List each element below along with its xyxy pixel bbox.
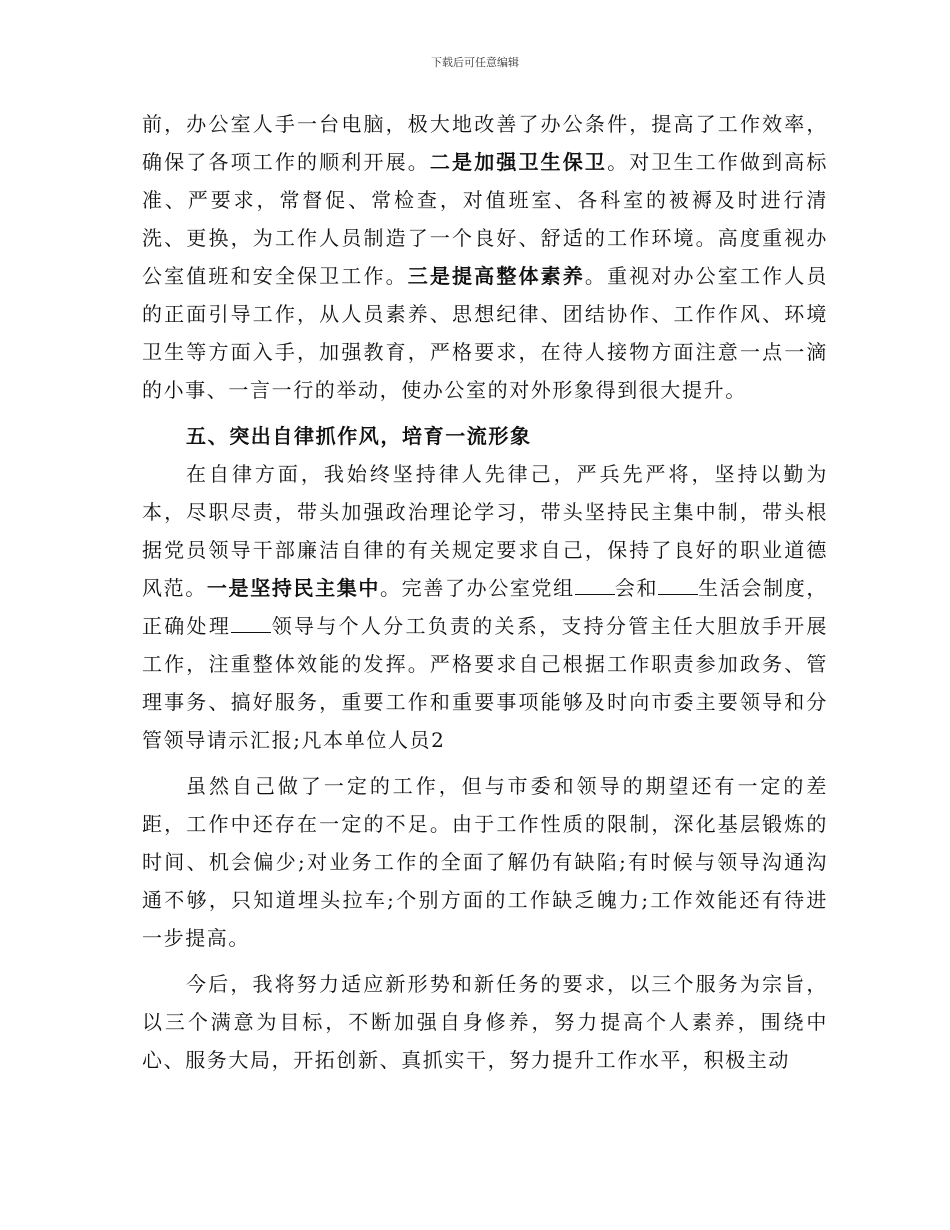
paragraph-self-discipline <box>142 455 828 759</box>
paragraph-text: 会和 <box>614 576 659 600</box>
document-body <box>142 105 828 1079</box>
paragraph-future-plans: 今后，我将努力适应新形势和新任务的要求，以三个服务为宗旨，以三个满意为目标，不断加强自身修养，努力提高个人素养，围绕中心、服务大局，开拓创新、真抓实干，努力提升工作水平，积极主动 <box>142 972 828 1072</box>
blank-underline <box>658 576 698 595</box>
paragraph-text: 。完善了办公室党组 <box>380 576 575 600</box>
paragraph-office-conditions <box>142 105 828 409</box>
blank-underline <box>575 576 615 595</box>
paragraph-text: 领导与个人分工负责的关系，支持分管主任大胆放手开展工作，注重整体效能的发挥。严格要求自己根据工作职责参加政务、管理事务、搞好服务，重要工作和重要事项能够及时向市委主要领导和分管领导请示汇报;凡本单位人员2 <box>142 614 828 752</box>
blank-underline <box>231 614 271 633</box>
paragraph-text: 。对卫生工作做到高标准、严要求，常督促、常检查，对值班室、各科室的被褥及时进行清洗、更换，为工作人员制造了一个良好、舒适的工作环境。高度重视办公室值班和安全保卫工作。 <box>142 150 828 288</box>
paragraph-shortcomings: 虽然自己做了一定的工作，但与市委和领导的期望还有一定的差距，工作中还存在一定的不足。由于工作性质的限制，深化基层锻炼的时间、机会偏少;对业务工作的全面了解仍有缺陷;有时候与领导沟通沟通不够，只知道埋头拉车;个别方面的工作缺乏魄力;工作效能还有待进一步提高。 <box>142 774 828 950</box>
page-header: 下载后可任意编辑 <box>431 56 519 69</box>
paragraph-text: 在自律方面，我始终坚持律人先律己，严兵先严将，坚持以勤为本，尽职尽责，带头加强政治理论学习，带头坚持民主集中制，带头根据党员领导干部廉洁自律的有关规定要求自己，保持了良好的职业道德风范。 <box>142 462 828 600</box>
bold-point-overall-quality: 三是提高整体素养 <box>407 264 585 288</box>
paragraph-text: 生活会制度，正确处理 <box>142 576 828 638</box>
bold-point-democratic-centralism: 一是坚持民主集中 <box>206 576 381 600</box>
section-heading-five: 五、突出自律抓作风，培育一流形象 <box>186 424 532 448</box>
bold-point-hygiene-security: 二是加强卫生保卫 <box>429 150 608 174</box>
paragraph-text: 。重视对办公室工作人员的正面引导工作，从人员素养、思想纪律、团结协作、工作作风、环境卫生等方面入手，加强教育，严格要求，在待人接物方面注意一点一滴的小事、一言一行的举动，使办公室的对外形象得到很大提升。 <box>142 264 828 402</box>
paragraph-text: 前，办公室人手一台电脑，极大地改善了办公条件，提高了工作效率，确保了各项工作的顺利开展。 <box>142 112 828 174</box>
